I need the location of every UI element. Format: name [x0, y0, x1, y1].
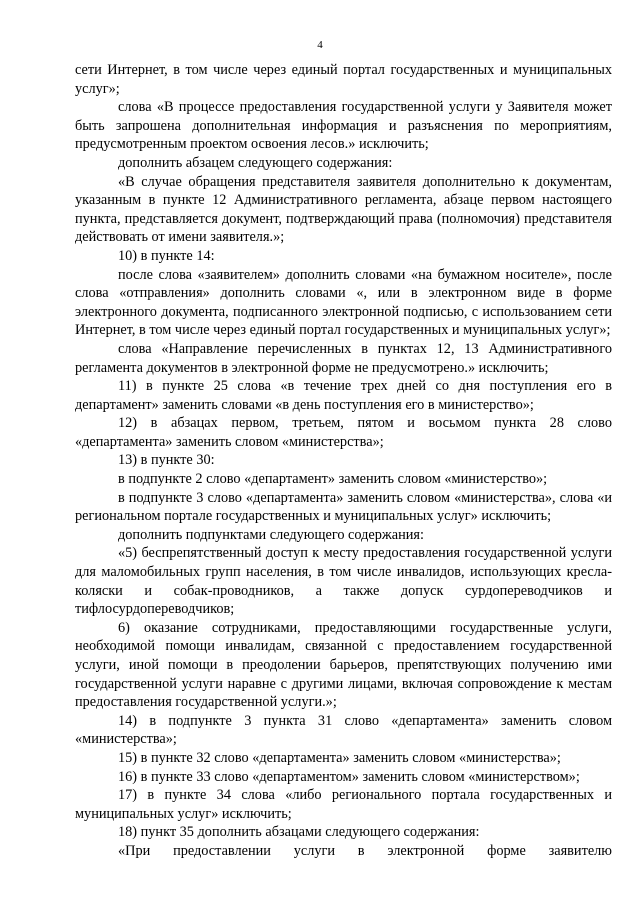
paragraph: 17) в пункте 34 слова «либо регионального портала государственных и муниципальных услуг» исключить;	[75, 787, 612, 822]
paragraph: в подпункте 3 слово «департамента» заменить словом «министерства», слова «и региональном портале государственных и муниципальных услуг» исключить;	[75, 489, 612, 525]
paragraph: 11) в пункте 25 слова «в течение трех дней со дня поступления его в департамент» заменить словами «в день поступления его в министерство»;	[75, 378, 612, 413]
paragraph: дополнить подпунктами следующего содержания:	[118, 526, 424, 543]
paragraph: 13) в пункте 30:	[118, 452, 215, 469]
document-body	[75, 61, 612, 861]
paragraph: 16) в пункте 33 слово «департаментом» заменить словом «министерством»;	[118, 768, 580, 785]
paragraph: «При предоставлении услуги в электронной форме заявителю	[118, 842, 612, 859]
paragraph: сети Интернет, в том числе через единый портал государственных и муниципальных услуг»;	[75, 62, 612, 97]
page-number: 4	[317, 39, 323, 51]
paragraph: слова «В процессе предоставления государственной услуги у Заявителя может быть запрошена дополнительная информация и разъяснения по мероприятиям, предусмотренным проектом освоения лесов.» исключить;	[75, 99, 612, 153]
paragraph: 6) оказание сотрудниками, предоставляющими государственные услуги, необходимой помощи инвалидам, связанной с предоставлением государственной услуги, иной помощи в преодолении барьеров, препятствующих получению ими государственной услуги наравне с другими лицами, включая сопровождение к местам предоставления государственной услуги.»;	[75, 619, 612, 711]
paragraph: 12) в абзацах первом, третьем, пятом и восьмом пункта 28 слово «департамента» заменить словом «министерства»;	[75, 415, 612, 450]
paragraph: 18) пункт 35 дополнить абзацами следующего содержания:	[118, 824, 480, 841]
paragraph: дополнить абзацем следующего содержания:	[118, 154, 393, 171]
paragraph: «5) беспрепятственный доступ к месту предоставления государственной услуги для маломобильных групп населения, в том числе инвалидов, использующих кресла-коляски и собак-проводников, а также допуск сурдопереводчиков и тифлосурдопереводчиков;	[75, 545, 612, 618]
paragraph: в подпункте 2 слово «департамент» заменить словом «министерство»;	[118, 471, 548, 488]
paragraph: 15) в пункте 32 слово «департамента» заменить словом «министерства»;	[118, 749, 561, 766]
paragraph: слова «Направление перечисленных в пунктах 12, 13 Административного регламента документов в электронной форме не предусмотрено.» исключить;	[75, 340, 612, 376]
paragraph: «В случае обращения представителя заявителя дополнительно к документам, указанным в пункте 12 Административного регламента, абзаце первом настоящего пункта, представляется документ, подтверждающий права (полномочия) представителя действовать от имени заявителя.»;	[75, 173, 612, 246]
paragraph: после слова «заявителем» дополнить словами «на бумажном носителе», после слова «отправления» дополнить словами «, или в электронном виде в форме электронного документа, подписанного электронной подписью, с использованием сети Интернет, в том числе через единый портал государственных и муниципальных услуг»;	[75, 266, 612, 339]
paragraph: 14) в подпункте 3 пункта 31 слово «департамента» заменить словом «министерства»;	[75, 712, 612, 748]
paragraph: 10) в пункте 14:	[118, 247, 215, 264]
